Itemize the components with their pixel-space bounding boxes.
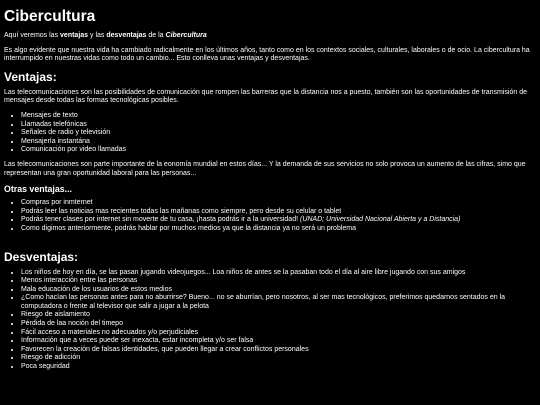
ventajas-list	[4, 112, 536, 155]
desventajas-list	[4, 269, 536, 372]
intro-paragraph	[4, 32, 536, 41]
list-item: • Llamadas telefónicas	[21, 121, 536, 130]
page-title: Cibercultura	[4, 8, 96, 25]
ventajas-paragraph: Las telecomunicaciones son las posibilidades de comunicación que rompen las barreras que la distancia nos a puesto, también son las oportunidades de transmisión de mensajes desde todas las formas tecnológicas posibles.	[4, 88, 527, 105]
list-item	[21, 216, 536, 225]
list-item: • Mensajes de texto	[21, 112, 536, 121]
list-item: • Señales de radio y televisión	[21, 129, 536, 138]
intro-prefix: Aquí veremos las	[4, 32, 61, 39]
list-item: • Mensajería instantána	[21, 138, 536, 147]
list-item: • Fácil acceso a materiales no adecuados y/o perjudiciales	[21, 329, 536, 338]
list-item: • Información que a veces puede ser inexacta, estar incompleta y/o ser falsa	[21, 337, 536, 346]
ventajas-heading: Ventajas:	[4, 69, 57, 84]
intro-middle: y las	[88, 32, 107, 39]
list-item: • Favorecen la creación de falsas identidades, que pueden llegar a crear conflictos personales	[21, 346, 536, 355]
list-item: • Comunicación por video llamadas	[21, 146, 536, 155]
intro-ventajas: ventajas	[60, 32, 89, 39]
list-item: • Pérdida de laa noción del timepo	[21, 320, 536, 329]
intro-cibercultura: Cibercultura	[165, 32, 207, 39]
list-item: • Riesgo de aislamiento	[21, 311, 536, 320]
context-paragraph: Es algo evidente que nuestra vida ha cambiado radicalmente en los últimos años, tanto como en los contextos sociales, culturales, laborales o de ocio. La cibercultura ha interrumpido en nuestras vidas como todo un cambio... Esto conlleva unas ventajas y desventajas.	[4, 46, 530, 63]
list-item: • Riesgo de adicción	[21, 354, 536, 363]
list-item: • Poca seguridad	[21, 363, 536, 372]
otras-ventajas-list	[4, 199, 536, 233]
list-item-text: Podrás tener clases por internet sin moverte de tu casa, ¡hasta podrás ir a la universidad!	[21, 216, 300, 224]
intro-desventajas: desventajas	[106, 32, 147, 39]
otras-ventajas-heading: Otras ventajas...	[4, 184, 72, 195]
list-item-note: (UNAD; Universidad Nacional Abierta y a Distancia)	[299, 216, 461, 224]
economia-paragraph: Las telecomunicaciones son parte importante de la eonomía mundial en estos días... Y la demanda de sus servicios no solo provoca un aumento de las cifras, simo que representan una gran oportunidad laboral para las personas...	[4, 160, 526, 177]
desventajas-heading: Desventajas:	[4, 249, 79, 264]
list-item: • Menos interacción entre las personas	[21, 277, 536, 286]
list-item: • Podrás leer las noticias mas recientes todas las mañanas como siempre, pero desde su celular o tablet	[21, 208, 536, 217]
list-item: • Compras por inmternet	[21, 199, 536, 208]
list-item: • Mala educación de los usuarios de estos medios	[21, 286, 536, 295]
list-item: • ¿Como hacían las personas antes para no aburrirse? Bueno... no se aburrían, pero nosotros, al ser mas tecnológicos, preferimos quedarnos sentados en la computadora o frente al televisor que salir a jugar a la pelota	[21, 294, 536, 311]
intro-middle2: de la	[146, 32, 166, 39]
list-item: • Como digimos anteriormente, podrás hablar por muchos medios ya que la distancia ya no será un problema	[21, 225, 536, 234]
list-item: • Los niños de hoy en día, se las pasan jugando videojuegos... Loa niños de antes se la pasaban todo el día al aire libre jugando con sus amigos	[21, 269, 536, 278]
